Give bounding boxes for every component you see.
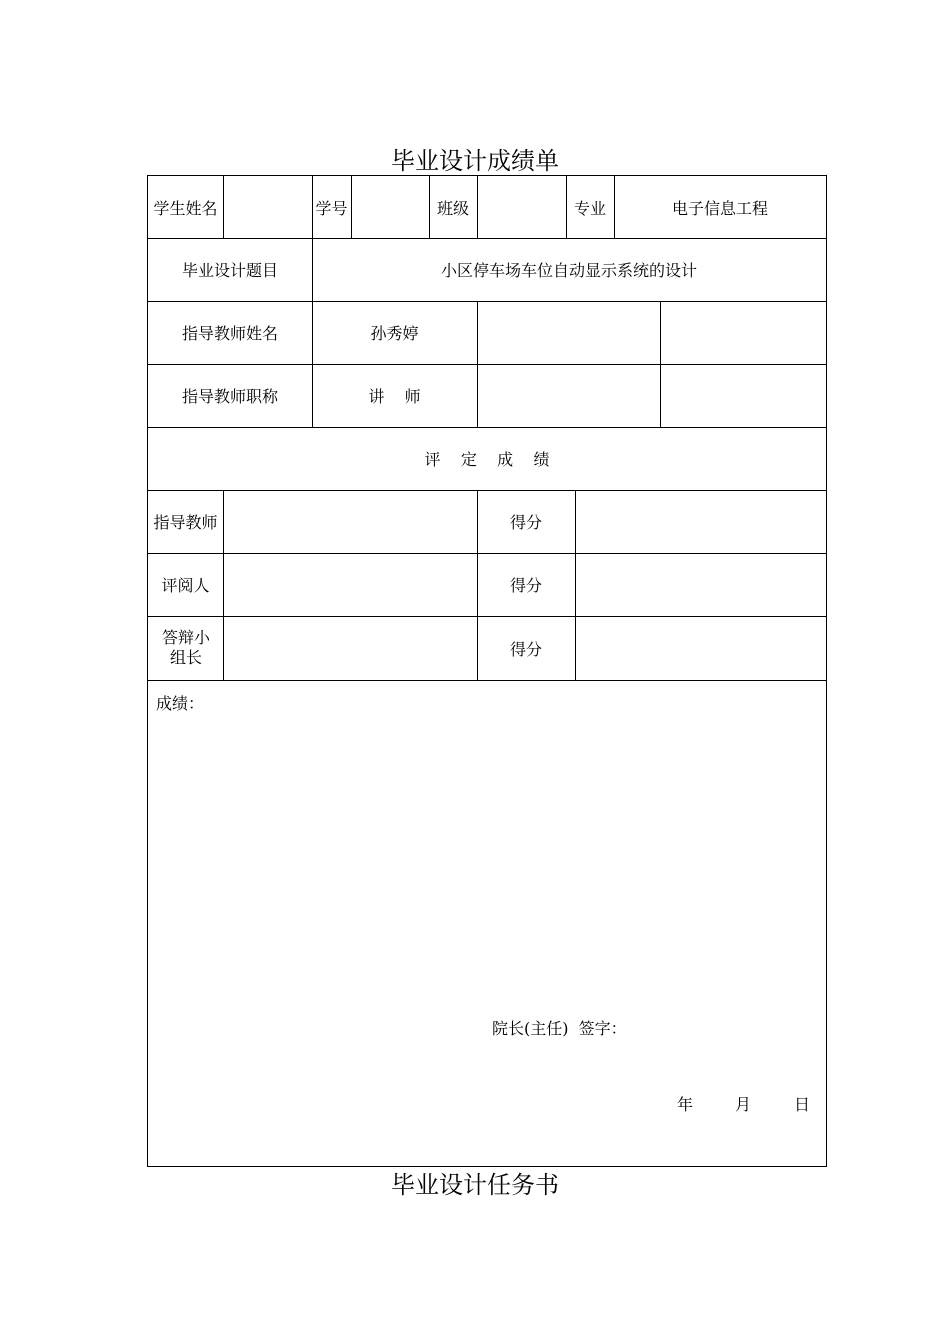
advisor-name-value: 孙秀婷 bbox=[370, 324, 419, 343]
class-field[interactable] bbox=[477, 176, 566, 238]
evaluation-header: 评 定 成 绩 bbox=[424, 450, 550, 469]
date-month: 月 bbox=[735, 1095, 752, 1114]
class-label: 班级 bbox=[436, 198, 469, 218]
score-label: 得分 bbox=[509, 513, 542, 532]
major-value: 电子信息工程 bbox=[671, 198, 768, 218]
score-field[interactable] bbox=[575, 616, 826, 680]
student-id-field[interactable] bbox=[351, 176, 429, 238]
advisor-eval-field[interactable] bbox=[223, 490, 477, 553]
defense-leader-label: 答辩小组长 bbox=[161, 628, 210, 667]
col-divider bbox=[660, 301, 661, 427]
score-label: 得分 bbox=[509, 576, 542, 595]
student-name-field[interactable] bbox=[223, 176, 312, 238]
advisor-title-value: 讲 师 bbox=[368, 387, 421, 406]
defense-leader-field[interactable] bbox=[223, 616, 477, 680]
next-page-title: 毕业设计任务书 bbox=[391, 1171, 559, 1199]
date-year: 年 bbox=[677, 1095, 694, 1114]
grade-label: 成绩： bbox=[156, 694, 205, 713]
page-title: 毕业设计成绩单 bbox=[391, 147, 559, 175]
date-day: 日 bbox=[794, 1095, 811, 1114]
score-field[interactable] bbox=[575, 553, 826, 616]
student-name-label: 学生姓名 bbox=[153, 198, 218, 218]
score-field[interactable] bbox=[575, 490, 826, 553]
col-divider bbox=[477, 301, 478, 427]
row-divider bbox=[148, 680, 826, 681]
grade-table bbox=[147, 175, 827, 1167]
topic-label: 毕业设计题目 bbox=[181, 261, 278, 280]
topic-value: 小区停车场车位自动显示系统的设计 bbox=[440, 261, 697, 280]
advisor-title-label: 指导教师职称 bbox=[181, 387, 278, 406]
advisor-name-label: 指导教师姓名 bbox=[181, 324, 278, 343]
signature-label: 院长(主任) 签字： bbox=[492, 1019, 627, 1038]
major-label: 专业 bbox=[573, 198, 606, 218]
score-label: 得分 bbox=[509, 639, 542, 659]
reviewer-label: 评阅人 bbox=[161, 576, 210, 595]
grade-comment-area[interactable] bbox=[156, 716, 816, 1016]
student-id-label: 学号 bbox=[315, 198, 348, 218]
reviewer-field[interactable] bbox=[223, 553, 477, 616]
advisor-eval-label: 指导教师 bbox=[153, 513, 218, 532]
